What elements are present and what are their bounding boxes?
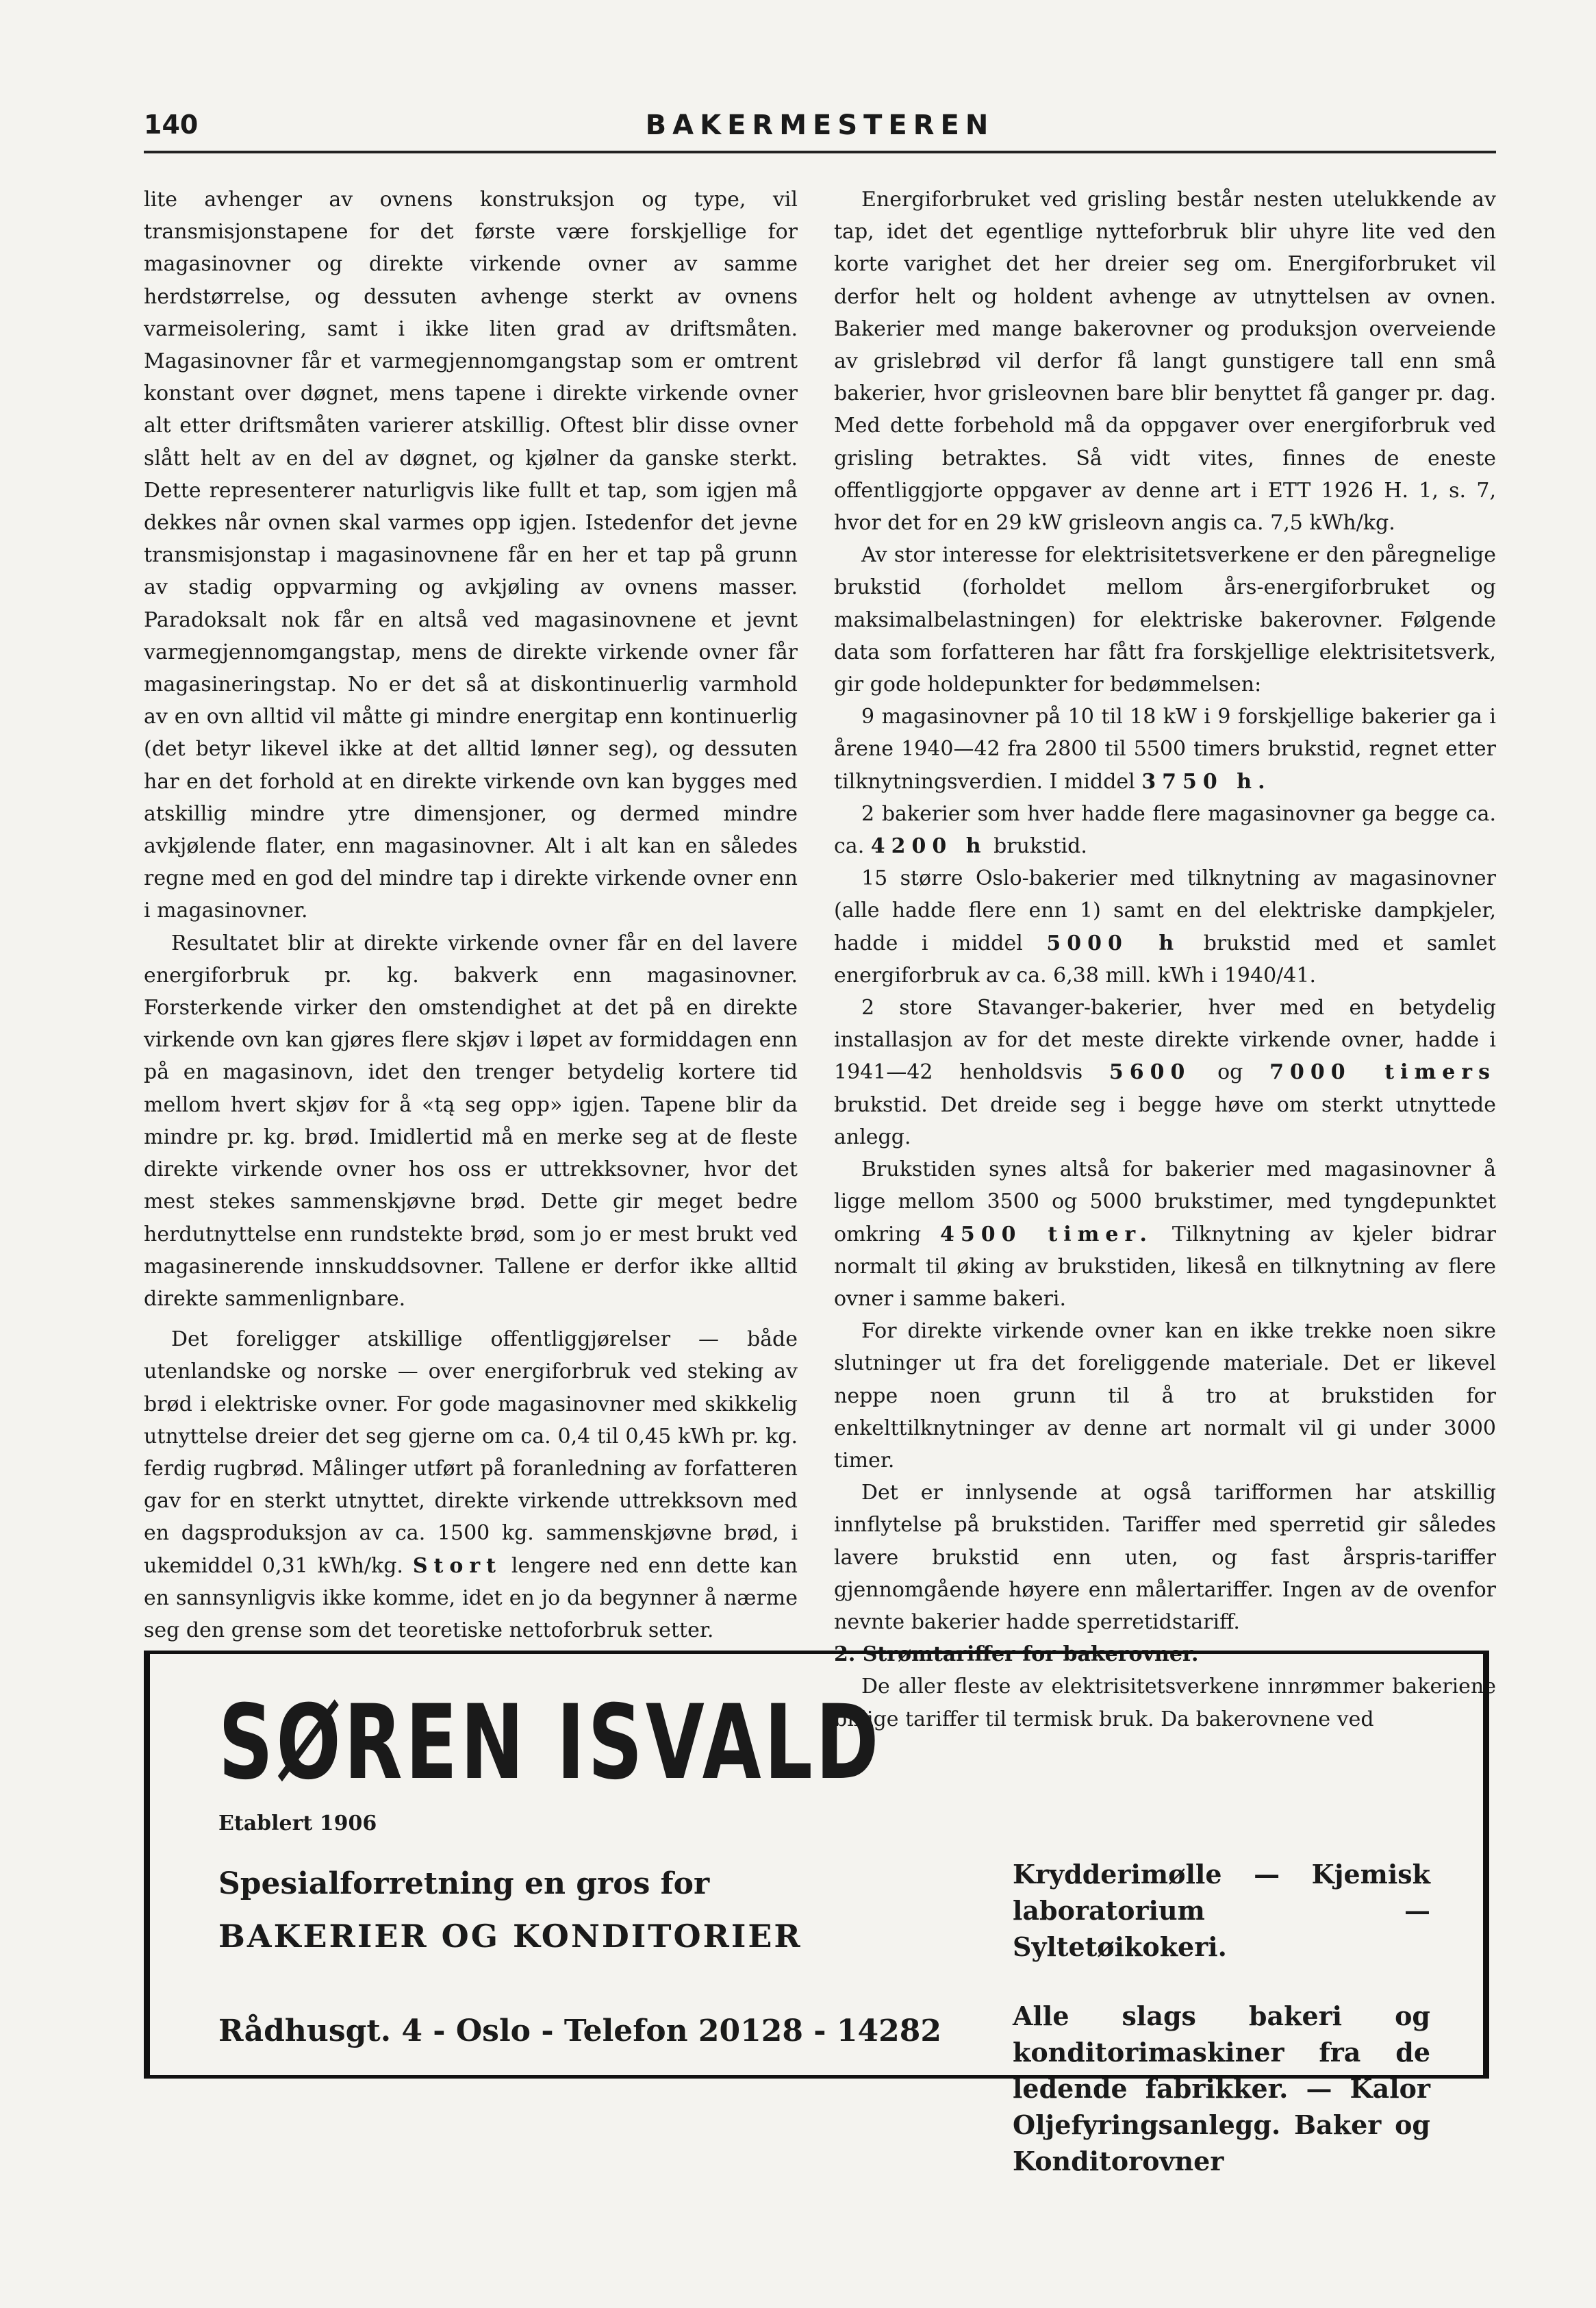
ad-specialty: BAKERIER OG KONDITORIER — [218, 1918, 802, 1955]
emphasis-spaced: 5600 — [1109, 1060, 1191, 1085]
ad-established: Etablert 1906 — [218, 1811, 377, 1835]
paragraph: lite avhenger av ovnens konstruksjon og type, vil transmisjonstapene for det første være forskjellige for magasinovner og direkte virkende ovner av samme herdstørrelse, og dessuten avhenge sterkt av ovnens varmeisolering, samt i ikke liten grad av driftsmåten. Magasinovner får et varmegjennomgangstap som er omtrent konstant over døgnet, mens tapene i direkte virkende ovner alt etter driftsmåten varierer atskillig. Oftest blir disse ovner slått helt av en del av døgnet, og kjølner da ganske sterkt. Dette representerer naturligvis like fullt et tap, som igjen må dekkes når ovnen skal varmes opp igjen. Istedenfor det jevne transmisjonstap i magasinovnene får en her et tap på grunn av stadig oppvarming og avkjøling av ovnens masser. Paradoksalt nok får en altså ved magasinovnene et jevnt varmegjennomgangstap, mens de direkte virkende ovner får magasineringstap. No er det så at diskontinuerlig varmhold av en ovn alltid vil måtte gi mindre energitap enn kontinuerlig (det betyr likevel ikke at det alltid lønner seg), og dessuten har en det forhold at en direkte virkende ovn kan bygges med atskillig mindre ytre dimensjoner, og dermed mindre avkjølende flater, enn magasinovner. Alt i alt kan en således regne med en god del mindre tap i direkte virkende ovner enn i magasinovner. — [144, 188, 798, 923]
emphasis-spaced: 4500 timer. — [940, 1222, 1153, 1246]
emphasis-spaced: 3750 h. — [1141, 769, 1271, 794]
paragraph: 2 bakerier som hver hadde flere magasinovner ga begge ca. ca. 4200 h brukstid. — [834, 801, 1496, 859]
page-header — [144, 110, 1496, 153]
ad-machines-line: Alle slags bakeri og konditorimaskiner fra de ledende fabrikker. — Kalor Oljefyringsanlegg. Baker og Konditorovner — [1013, 2000, 1430, 2177]
paragraph: Av stor interesse for elektrisitetsverkene er den påregnelige brukstid (forholdet mellom års-energiforbruket og maksimalbelastningen) for elektriske bakerovner. Følgende data som forfatteren har fått fra forskjellige elektrisitetsverk, gir gode holdepunkter for bedømmelsen: — [834, 543, 1496, 697]
ad-tagline: Spesialforretning en gros for — [218, 1866, 710, 1901]
ad-address: Rådhusgt. 4 - Oslo - Telefon 20128 - 14282 — [218, 2014, 941, 2048]
ad-brand-name: SØREN ISVALD — [218, 1683, 882, 1803]
emphasis-spaced: 4200 h — [870, 834, 987, 859]
paragraph: Det er innlysende at også tarifformen har atskillig innflytelse på brukstiden. Tariffer med sperretid gir således lavere brukstid enn uten, og fast årspris-tariffer gjennomgående høyere enn målertariffer. Ingen av de ovenfor nevnte bakerier hadde sperretidstariff. — [834, 1481, 1496, 1634]
section-heading: 2. Strømtariffer for bakerovner. — [834, 1642, 1199, 1667]
paragraph: 2 store Stavanger-bakerier, hver med en betydelig installasjon av for det meste direkte virkende ovner, hadde i 1941—42 henholdsvis 5600 og 7000 timers brukstid. Det dreide seg i begge høve om sterkt utnyttede anlegg. — [834, 996, 1496, 1149]
paragraph: Resultatet blir at direkte virkende ovner får en del lavere energiforbruk pr. kg. bakverk enn magasinovner. Forsterkende virker den omstendighet at det på en direkte virkende ovn kan gjøres flere skjøv i løpet av formiddagen enn på en magasinovn, idet den trenger betydelig kortere tid mellom hvert skjøv for å «tą seg opp» igjen. Tapene blir da mindre pr. kg. brød. Imidlertid må en merke seg at de fleste direkte virkende ovner hos oss er uttrekksovner, hvor det mest stekes sammenskjøvne brød. Dette gir meget bedre herdutnyttelse enn rundstekte brød, som jo er mest brukt ved magasinerende innskuddsovner. Tallene er derfor ikke alltid direkte sammenlignbare. — [144, 931, 798, 1311]
paragraph: De aller fleste av elektrisitetsverkene innrømmer bakeriene billige tariffer til termisk bruk. Da bakerovnene ved — [834, 1674, 1496, 1731]
right-column — [834, 184, 1496, 1735]
paragraph: Brukstiden synes altså for bakerier med magasinovner å ligge mellom 3500 og 5000 brukstimer, med tyngdepunktet omkring 4500 timer. Tilknytning av kjeler bidrar normalt til øking av brukstiden, likeså en tilknytning av flere ovner i samme bakeri. — [834, 1157, 1496, 1311]
paragraph: For direkte virkende ovner kan en ikke trekke noen sikre slutninger ut fra det foreliggende materiale. Det er likevel neppe noen grunn til å tro at brukstiden for enkelttilknytninger av denne art normalt vil gi under 3000 timer. — [834, 1319, 1496, 1472]
paragraph: Det foreligger atskillige offentliggjørelser — både utenlandske og norske — over energiforbruk ved steking av brød i elektriske ovner. For gode magasinovner med skikkelig utnyttelse dreier det seg gjerne om ca. 0,4 til 0,45 kWh pr. kg. ferdig rugbrød. Målinger utført på foranledning av forfatteren gav for en sterkt utnyttet, direkte virkende uttrekksovn med en dagsproduksjon av ca. 1500 kg. sammenskjøvne brød, i ukemiddel 0,31 kWh/kg. Stort lengere ned enn dette kan en sannsynligvis ikke komme, idet en jo da begynner å nærme seg den grense som det teoretiske nettoforbruk setter. — [144, 1327, 798, 1642]
emphasis-spaced: 7000 timers — [1269, 1060, 1496, 1085]
paragraph: 15 større Oslo-bakerier med tilknytning av magasinovner (alle hadde flere enn 1) samt en del elektriske dampkjeler, hadde i middel 5000 h brukstid med et samlet energiforbruk av ca. 6,38 mill. kWh i 1940/41. — [834, 866, 1496, 988]
page-number: 140 — [144, 110, 199, 140]
ad-services-line: Krydderimølle — Kjemisk laboratorium — Syltetøikokeri. — [1013, 1859, 1430, 1962]
left-column — [144, 184, 798, 1646]
emphasis-spaced: Stort — [412, 1553, 503, 1578]
running-title: BAKERMESTEREN — [645, 110, 995, 141]
paragraph: 9 magasinovner på 10 til 18 kW i 9 forskjellige bakerier ga i årene 1940—42 fra 2800 til 5500 timers brukstid, regnet etter tilknytningsverdien. I middel 3750 h. — [834, 705, 1496, 794]
paragraph: Energiforbruket ved grisling består nesten utelukkende av tap, idet det egentlige nytteforbruk blir uhyre lite ved den korte varighet det her dreier seg om. Energiforbruket vil derfor helt og holdent avhenge av utnyttelsen av ovnen. Bakerier med mange bakerovner og produksjon overveiende av grislebrød vil derfor få langt gunstigere tall enn små bakerier, hvor grisleovnen bare blir benyttet få ganger pr. dag. Med dette forbehold må da oppgaver over energiforbruk ved grisling betraktes. Så vidt vites, finnes de eneste offentliggjorte oppgaver av denne art i ETT 1926 H. 1, s. 7, hvor det for en 29 kW grisleovn angis ca. 7,5 kWh/kg. — [834, 188, 1496, 536]
ad-services — [1013, 1856, 1430, 2179]
emphasis-spaced: 5000 h — [1046, 931, 1180, 955]
advertisement-box — [144, 1651, 1489, 2177]
